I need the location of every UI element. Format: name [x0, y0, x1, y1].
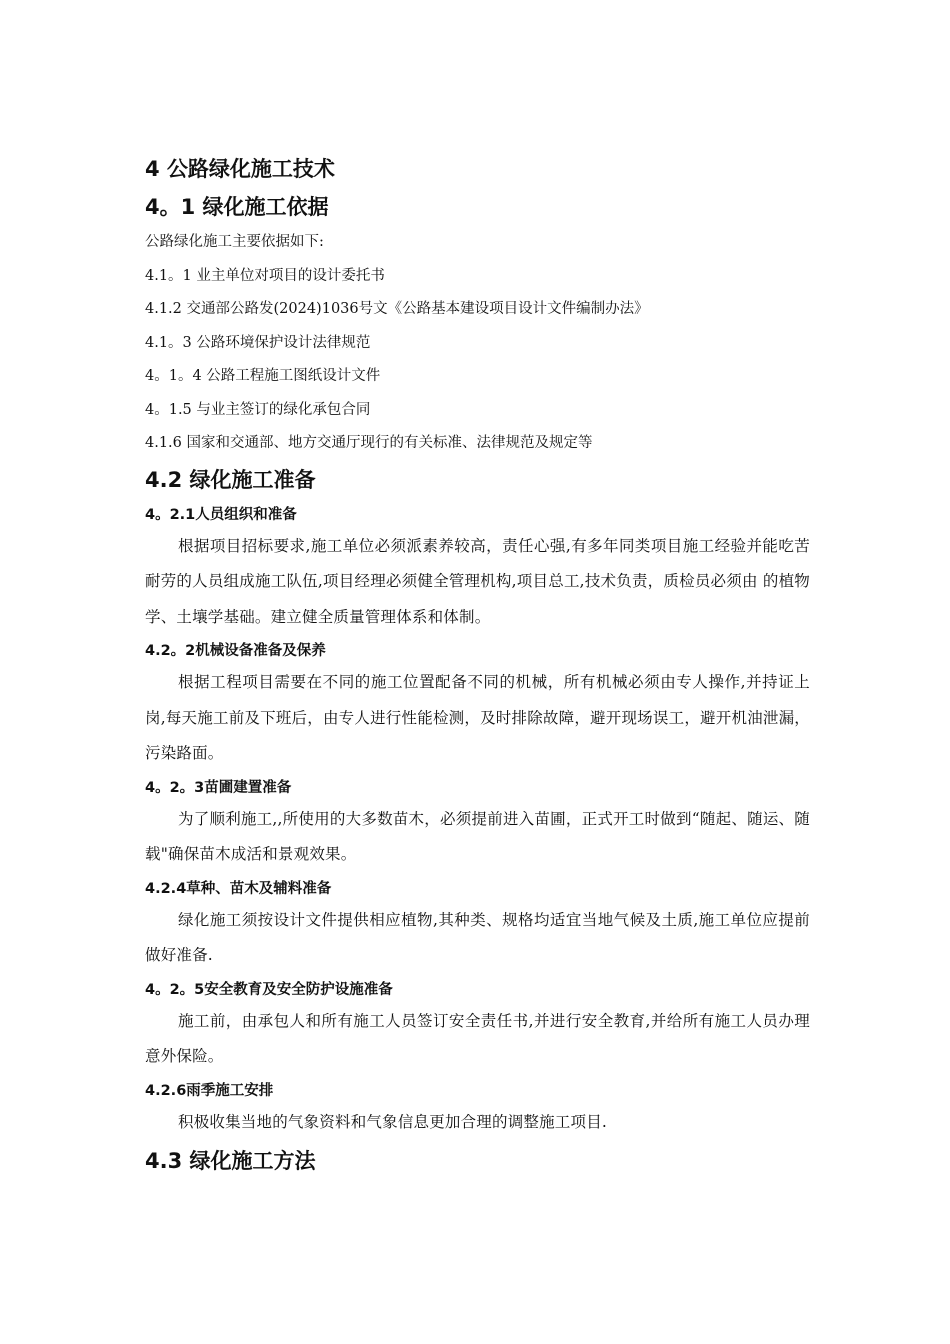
chapter-title: 4 公路绿化施工技术: [145, 157, 335, 181]
subsection-title: 4.2.6雨季施工安排: [145, 1082, 274, 1099]
subsection-title: 4.2.4草种、苗木及辅料准备: [145, 880, 332, 897]
basis-item: 4.1.2 交通部公路发(2024)1036号文《公路基本建设项目设计文件编制办法》: [145, 301, 649, 317]
subsection-title: 4。2.1人员组织和准备: [145, 506, 297, 523]
subsection-paragraph: 根据工程项目需要在不同的施工位置配备不同的机械，所有机械必须由专人操作,并持证上岗,每天施工前及下班后，由专人进行性能检测，及时排除故障，避开现场误工，避开机油泄漏，污染路面。: [145, 673, 810, 762]
section-4-1-title: 4。1 绿化施工依据: [145, 195, 329, 219]
section-4-2-title: 4.2 绿化施工准备: [145, 467, 316, 492]
section-4-3-title: 4.3 绿化施工方法: [145, 1149, 316, 1173]
subsection-paragraph: 积极收集当地的气象资料和气象信息更加合理的调整施工项目.: [178, 1112, 608, 1131]
subsection-paragraph: 施工前，由承包人和所有施工人员签订安全责任书,并进行安全教育,并给所有施工人员办理意外保险。: [145, 1011, 810, 1065]
basis-item: 4.1。3 公路环境保护设计法律规范: [145, 334, 371, 351]
basis-item: 4.1.6 国家和交通部、地方交通厅现行的有关标准、法律规范及规定等: [145, 435, 593, 451]
section-4-1-intro: 公路绿化施工主要依据如下:: [145, 234, 324, 250]
basis-item: 4.1。1 业主单位对项目的设计委托书: [145, 267, 385, 284]
subsection-title: 4.2。2机械设备准备及保养: [145, 643, 326, 659]
subsection-paragraph: 绿化施工须按设计文件提供相应植物,其种类、规格均适宜当地气候及土质,施工单位应提前做好准备.: [145, 910, 810, 964]
basis-item: 4。1。4 公路工程施工图纸设计文件: [145, 368, 381, 384]
subsection-paragraph: 根据项目招标要求,施工单位必须派素养较高，责任心强,有多年同类项目施工经验并能吃苦耐劳的人员组成施工队伍,项目经理必须健全管理机构,项目总工,技术负责，质检员必须由 的植物学、土壤学基础。建立健全质量管理体系和体制。: [145, 536, 810, 626]
basis-item: 4。1.5 与业主签订的绿化承包合同: [145, 401, 371, 418]
document-page: [145, 150, 810, 1180]
subsection-paragraph: 为了顺利施工,,所使用的大多数苗木，必须提前进入苗圃，正式开工时做到“随起、随运、随载"确保苗木成活和景观效果。: [145, 809, 810, 863]
subsection-title: 4。2。3苗圃建置准备: [145, 779, 292, 796]
subsection-title: 4。2。5安全教育及安全防护设施准备: [145, 981, 393, 998]
